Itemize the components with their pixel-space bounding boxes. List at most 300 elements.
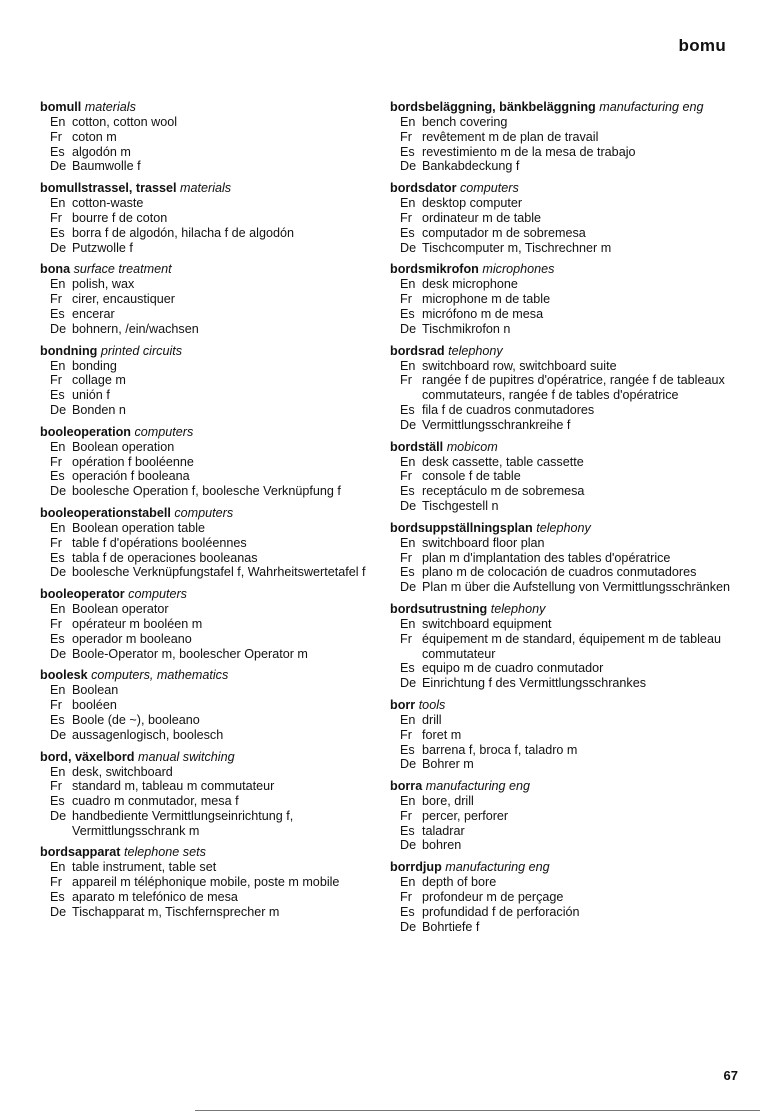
dictionary-entry — [390, 860, 735, 934]
language-code: Es — [400, 484, 415, 499]
language-code: De — [400, 159, 417, 174]
subject-field: printed circuits — [100, 343, 183, 358]
translation-text: polish, wax — [72, 277, 135, 292]
headword: borra — [390, 779, 423, 794]
translation-row — [390, 359, 735, 374]
language-code: Fr — [400, 808, 412, 823]
language-code: Fr — [400, 210, 412, 225]
language-code: En — [50, 277, 66, 292]
translation-row — [390, 211, 735, 226]
translation-text: Boolean operator — [72, 602, 169, 617]
subject-field: telephony — [536, 520, 591, 535]
language-code: Es — [400, 823, 415, 838]
language-code: Fr — [400, 292, 412, 307]
headword: bordsuppställningsplan — [390, 520, 533, 535]
entry-headline — [40, 425, 380, 440]
language-code: En — [50, 602, 66, 617]
translation-text: desk cassette, table cassette — [422, 454, 584, 469]
subject-field: manual switching — [137, 749, 235, 764]
dictionary-column-right — [390, 100, 735, 941]
translation-text: taladrar — [422, 823, 465, 838]
entry-headline — [390, 779, 735, 794]
headword: boolesk — [40, 668, 88, 683]
headword: bordsrad — [390, 343, 445, 358]
translation-text: Bohrer m — [422, 757, 474, 772]
translation-row — [390, 743, 735, 758]
language-code: Es — [400, 661, 415, 676]
headword: borrdjup — [390, 860, 442, 875]
language-code: Fr — [50, 292, 62, 307]
translation-text: switchboard row, switchboard suite — [422, 358, 617, 373]
translation-row — [390, 159, 735, 174]
headword: booleoperationstabell — [40, 505, 171, 520]
headword: bomull — [40, 100, 82, 114]
translation-row — [390, 676, 735, 691]
language-code: Fr — [50, 129, 62, 144]
subject-field: computers, mathematics — [91, 668, 229, 683]
translation-text: cotton, cotton wool — [72, 115, 178, 129]
translation-row — [390, 469, 735, 484]
translation-row — [390, 277, 735, 292]
translation-row — [390, 824, 735, 839]
language-code: Es — [50, 890, 65, 905]
language-code: De — [400, 838, 417, 853]
translation-text: Boolean operation table — [72, 520, 206, 535]
entry-headline — [40, 845, 380, 860]
translation-text: plan m d'implantation des tables d'opératrice — [422, 550, 671, 565]
translation-row — [40, 359, 380, 374]
language-code: Es — [50, 469, 65, 484]
entry-headline — [390, 440, 735, 455]
translation-text: receptáculo m de sobremesa — [422, 484, 585, 499]
headword: bomullstrassel, trassel — [40, 181, 177, 196]
language-code: En — [50, 764, 66, 779]
translation-row — [40, 698, 380, 713]
dictionary-entry — [390, 262, 735, 336]
language-code: En — [50, 196, 66, 211]
translation-row — [390, 115, 735, 130]
translation-text: profundidad f de perforación — [422, 904, 580, 919]
headword: bordsutrustning — [390, 601, 488, 616]
translation-row — [390, 757, 735, 772]
language-code: De — [50, 727, 67, 742]
language-code: De — [400, 417, 417, 432]
dictionary-entry — [390, 100, 735, 174]
language-code: En — [50, 683, 66, 698]
language-code: Fr — [400, 727, 412, 742]
translation-text: depth of bore — [422, 875, 497, 890]
language-code: Fr — [50, 875, 62, 890]
translation-row — [390, 145, 735, 160]
translation-row — [40, 455, 380, 470]
translation-row — [40, 521, 380, 536]
translation-text: table instrument, table set — [72, 860, 217, 875]
translation-text: Tischapparat m, Tischfernsprecher m — [72, 904, 280, 919]
translation-text: bourre f de coton — [72, 210, 168, 225]
translation-row — [40, 322, 380, 337]
translation-text: borra f de algodón, hilacha f de algodón — [72, 225, 294, 240]
entry-headline — [390, 698, 735, 713]
language-code: Es — [50, 225, 65, 240]
language-code: Es — [50, 712, 65, 727]
language-code: En — [50, 439, 66, 454]
translation-text: bohren — [422, 838, 462, 853]
translation-row — [390, 632, 735, 662]
translation-text: Bankabdeckung f — [422, 159, 520, 174]
dictionary-entry — [390, 521, 735, 595]
subject-field: telephone sets — [123, 845, 206, 860]
entry-headline — [40, 750, 380, 765]
language-code: De — [400, 676, 417, 691]
language-code: En — [50, 115, 66, 129]
language-code: Fr — [400, 373, 412, 388]
translation-text: handbediente Vermittlungseinrichtung f, Vermittlungsschrank m — [72, 808, 294, 838]
translation-row — [40, 403, 380, 418]
language-code: De — [50, 565, 67, 580]
translation-text: microphone m de table — [422, 292, 551, 307]
translation-row — [40, 388, 380, 403]
entry-headline — [390, 100, 735, 115]
subject-field: telephony — [448, 343, 503, 358]
language-code: Fr — [400, 550, 412, 565]
language-code: Fr — [50, 373, 62, 388]
language-code: Es — [50, 144, 65, 159]
subject-field: manufacturing eng — [445, 860, 550, 875]
translation-text: Boolean — [72, 683, 119, 698]
entry-headline — [40, 587, 380, 602]
translation-row — [40, 145, 380, 160]
translation-text: cotton-waste — [72, 196, 144, 211]
translation-row — [40, 536, 380, 551]
language-code: En — [400, 115, 416, 129]
translation-row — [40, 292, 380, 307]
translation-row — [40, 602, 380, 617]
translation-text: drill — [422, 712, 442, 727]
translation-row — [40, 875, 380, 890]
entry-headline — [40, 344, 380, 359]
bottom-rule — [195, 1110, 760, 1111]
translation-row — [390, 905, 735, 920]
translation-text: encerar — [72, 306, 115, 321]
translation-text: algodón m — [72, 144, 131, 159]
translation-text: cuadro m conmutador, mesa f — [72, 794, 239, 809]
headword: bordsbeläggning, bänkbeläggning — [390, 100, 596, 114]
translation-text: desktop computer — [422, 196, 523, 211]
translation-row — [390, 130, 735, 145]
language-code: Fr — [50, 454, 62, 469]
language-code: En — [400, 358, 416, 373]
translation-row — [40, 565, 380, 580]
subject-field: materials — [180, 181, 232, 196]
subject-field: telephony — [490, 601, 546, 616]
page-number: 67 — [723, 1068, 738, 1083]
language-code: En — [400, 875, 416, 890]
language-code: Es — [400, 225, 415, 240]
translation-row — [40, 241, 380, 256]
translation-text: Boole-Operator m, boolescher Operator m — [72, 646, 308, 661]
language-code: De — [50, 646, 67, 661]
headword: bord, växelbord — [40, 749, 135, 764]
translation-text: ordinateur m de table — [422, 210, 542, 225]
translation-text: Boole (de ~), booleano — [72, 712, 200, 727]
translation-text: console f de table — [422, 469, 521, 484]
translation-text: équipement m de standard, équipement m de tableau commutateur — [422, 631, 721, 661]
translation-row — [40, 683, 380, 698]
translation-row — [390, 292, 735, 307]
translation-row — [390, 536, 735, 551]
language-code: Fr — [50, 535, 62, 550]
dictionary-entry — [40, 506, 380, 580]
translation-text: boolesche Operation f, boolesche Verknüpfung f — [72, 484, 341, 499]
language-code: Es — [400, 306, 415, 321]
translation-row — [40, 728, 380, 743]
translation-row — [390, 373, 735, 403]
entry-headline — [390, 181, 735, 196]
translation-row — [390, 418, 735, 433]
translation-text: revêtement m de plan de travail — [422, 129, 599, 144]
dictionary-entry — [40, 344, 380, 418]
language-code: Es — [400, 402, 415, 417]
translation-row — [390, 920, 735, 935]
language-code: De — [400, 321, 417, 336]
language-code: De — [50, 321, 67, 336]
language-code: De — [50, 402, 67, 417]
translation-row — [40, 159, 380, 174]
translation-text: Plan m über die Aufstellung von Vermittlungsschränken — [422, 580, 731, 595]
translation-text: collage m — [72, 373, 126, 388]
language-code: Es — [50, 388, 65, 403]
translation-row — [40, 226, 380, 241]
entry-headline — [40, 668, 380, 683]
language-code: Fr — [50, 210, 62, 225]
entry-headline — [390, 262, 735, 277]
translation-row — [390, 875, 735, 890]
language-code: De — [400, 757, 417, 772]
subject-field: manufacturing eng — [425, 779, 531, 794]
subject-field: materials — [84, 100, 136, 114]
translation-row — [40, 130, 380, 145]
translation-row — [40, 647, 380, 662]
translation-text: opération f booléenne — [72, 454, 194, 469]
translation-text: Bonden n — [72, 402, 126, 417]
translation-text: bore, drill — [422, 794, 474, 809]
headword: booleoperation — [40, 424, 131, 439]
dictionary-entry — [390, 344, 735, 433]
language-code: Es — [50, 550, 65, 565]
translation-text: equipo m de cuadro conmutador — [422, 661, 604, 676]
translation-text: operador m booleano — [72, 631, 192, 646]
translation-text: bonding — [72, 358, 117, 373]
translation-row — [40, 469, 380, 484]
dictionary-entry — [390, 698, 735, 772]
translation-row — [390, 809, 735, 824]
language-code: Es — [400, 565, 415, 580]
language-code: En — [400, 277, 416, 292]
language-code: En — [50, 358, 66, 373]
translation-text: standard m, tableau m commutateur — [72, 779, 275, 794]
language-code: Fr — [400, 469, 412, 484]
language-code: De — [400, 498, 417, 513]
translation-row — [40, 277, 380, 292]
language-code: En — [400, 535, 416, 550]
headword: bordsapparat — [40, 845, 121, 860]
translation-row — [40, 373, 380, 388]
dictionary-entry — [40, 750, 380, 839]
translation-row — [390, 838, 735, 853]
translation-text: switchboard equipment — [422, 616, 552, 631]
translation-text: revestimiento m de la mesa de trabajo — [422, 144, 636, 159]
translation-row — [40, 211, 380, 226]
translation-text: unión f — [72, 388, 110, 403]
translation-text: Tischgestell n — [422, 498, 499, 513]
translation-text: Tischmikrofon n — [422, 321, 511, 336]
translation-row — [390, 728, 735, 743]
subject-field: manufacturing eng — [599, 100, 704, 114]
dictionary-entry — [390, 779, 735, 853]
translation-text: profondeur m de perçage — [422, 890, 564, 905]
language-code: Es — [400, 904, 415, 919]
translation-row — [390, 617, 735, 632]
language-code: De — [50, 240, 67, 255]
translation-row — [40, 196, 380, 211]
translation-row — [390, 455, 735, 470]
translation-text: computador m de sobremesa — [422, 225, 586, 240]
translation-text: booléen — [72, 698, 117, 713]
translation-text: table f d'opérations booléennes — [72, 535, 247, 550]
language-code: En — [400, 196, 416, 211]
headword: bordsmikrofon — [390, 262, 479, 277]
translation-text: fila f de cuadros conmutadores — [422, 402, 595, 417]
translation-text: desk microphone — [422, 277, 518, 292]
subject-field: mobicom — [446, 439, 498, 454]
subject-field: computers — [128, 587, 187, 602]
translation-text: Boolean operation — [72, 439, 175, 454]
translation-row — [40, 890, 380, 905]
headword: bondning — [40, 343, 98, 358]
language-code: Fr — [400, 631, 412, 646]
language-code: Es — [400, 742, 415, 757]
language-code: Fr — [50, 616, 62, 631]
subject-field: computers — [174, 505, 234, 520]
language-code: De — [50, 159, 67, 174]
language-code: Es — [50, 794, 65, 809]
translation-row — [40, 860, 380, 875]
translation-row — [40, 794, 380, 809]
translation-text: switchboard floor plan — [422, 535, 545, 550]
dictionary-entry — [40, 845, 380, 919]
language-code: De — [50, 484, 67, 499]
subject-field: computers — [134, 424, 194, 439]
translation-row — [390, 661, 735, 676]
dictionary-entry — [40, 425, 380, 499]
translation-text: aussagenlogisch, boolesch — [72, 727, 224, 742]
translation-row — [390, 580, 735, 595]
translation-text: bohnern, /ein/wachsen — [72, 321, 199, 336]
translation-row — [40, 115, 380, 130]
translation-text: bench covering — [422, 115, 508, 129]
translation-row — [390, 565, 735, 580]
translation-text: Baumwolle f — [72, 159, 141, 174]
translation-text: cirer, encaustiquer — [72, 292, 175, 307]
translation-text: foret m — [422, 727, 462, 742]
translation-text: tabla f de operaciones booleanas — [72, 550, 258, 565]
headword: booleoperator — [40, 587, 125, 602]
translation-row — [40, 713, 380, 728]
entry-headline — [40, 506, 380, 521]
translation-row — [390, 403, 735, 418]
translation-text: boolesche Verknüpfungstafel f, Wahrheitswertetafel f — [72, 565, 366, 580]
translation-row — [40, 765, 380, 780]
headword: bordställ — [390, 439, 444, 454]
language-code: En — [50, 860, 66, 875]
translation-row — [40, 632, 380, 647]
dictionary-entry — [40, 668, 380, 742]
translation-text: Einrichtung f des Vermittlungsschrankes — [422, 676, 646, 691]
translation-row — [40, 617, 380, 632]
translation-text: Putzwolle f — [72, 240, 133, 255]
language-code: Es — [400, 144, 415, 159]
translation-row — [390, 890, 735, 905]
translation-text: percer, perforer — [422, 808, 509, 823]
guide-word: bomu — [678, 36, 726, 55]
dictionary-entry — [40, 587, 380, 661]
translation-text: opérateur m booléen m — [72, 616, 203, 631]
language-code: En — [400, 454, 416, 469]
language-code: En — [400, 794, 416, 809]
translation-row — [390, 196, 735, 211]
language-code: Fr — [400, 129, 412, 144]
translation-row — [390, 307, 735, 322]
entry-headline — [390, 860, 735, 875]
translation-row — [390, 499, 735, 514]
translation-text: Bohrtiefe f — [422, 919, 480, 934]
language-code: Es — [50, 306, 65, 321]
language-code: Fr — [50, 698, 62, 713]
translation-row — [390, 226, 735, 241]
headword: bona — [40, 262, 71, 277]
dictionary-entry — [40, 262, 380, 336]
translation-row — [390, 713, 735, 728]
language-code: De — [400, 919, 417, 934]
language-code: De — [400, 240, 417, 255]
dictionary-entry — [390, 602, 735, 691]
translation-row — [40, 307, 380, 322]
entry-headline — [40, 100, 380, 115]
language-code: Es — [50, 631, 65, 646]
language-code: Fr — [400, 890, 412, 905]
translation-text: barrena f, broca f, taladro m — [422, 742, 578, 757]
translation-row — [40, 440, 380, 455]
entry-headline — [390, 602, 735, 617]
dictionary-entry — [40, 100, 380, 174]
language-code: En — [400, 712, 416, 727]
entry-headline — [40, 262, 380, 277]
translation-row — [390, 794, 735, 809]
translation-text: appareil m téléphonique mobile, poste m mobile — [72, 875, 340, 890]
language-code: De — [50, 904, 67, 919]
translation-text: rangée f de pupitres d'opératrice, rangée f de tableaux commutateurs, rangée f de tables d'opératrice — [422, 373, 725, 403]
translation-text: plano m de colocación de cuadros conmutadores — [422, 565, 697, 580]
dictionary-entry — [390, 181, 735, 255]
entry-headline — [390, 521, 735, 536]
headword: borr — [390, 697, 416, 712]
translation-text: micrófono m de mesa — [422, 306, 544, 321]
entry-headline — [40, 181, 380, 196]
translation-row — [40, 905, 380, 920]
language-code: De — [50, 808, 67, 823]
translation-text: desk, switchboard — [72, 764, 173, 779]
entry-headline — [390, 344, 735, 359]
